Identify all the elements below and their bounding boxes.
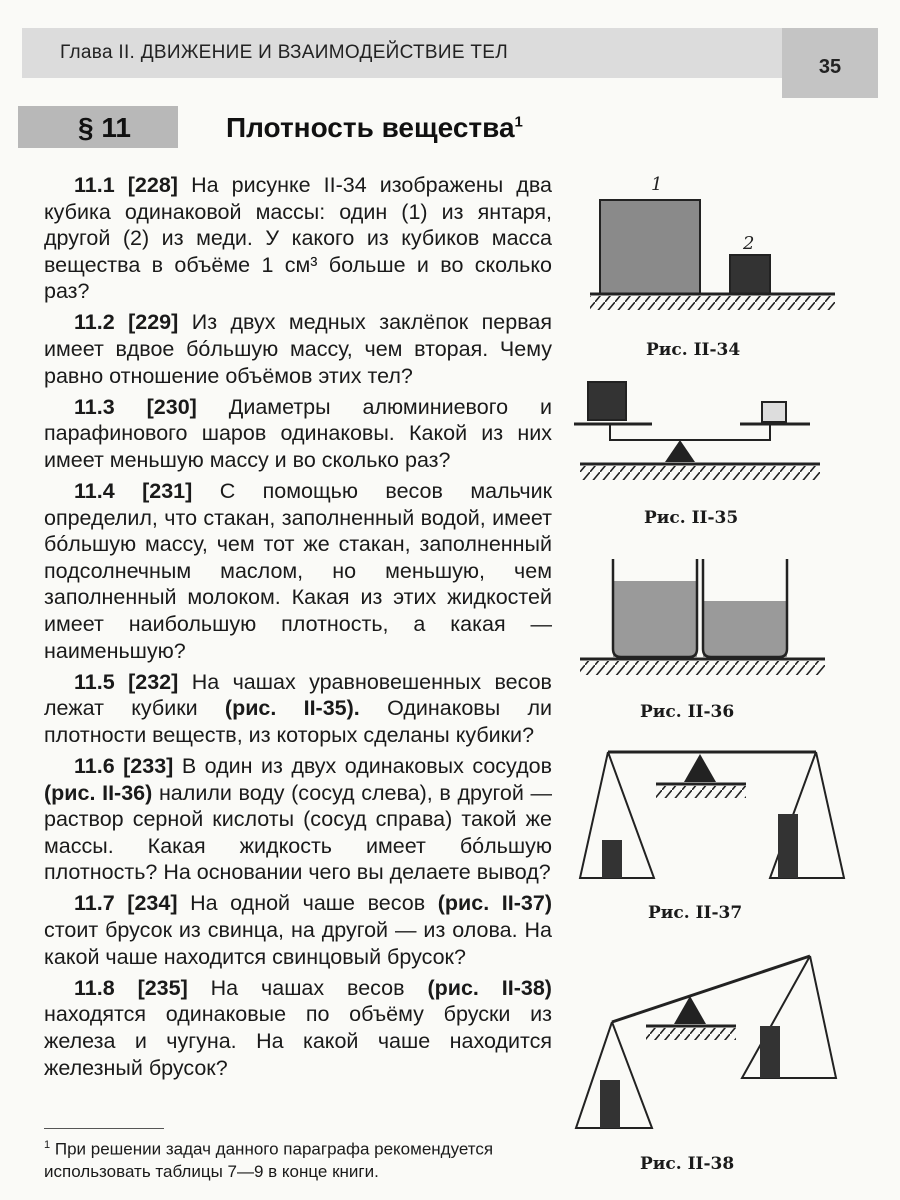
problem-text: На рисунке II-34 изображены два кубика одинаковой массы: один (1) из янтаря, другой (2) из меди. У какого из кубиков масса вещества в объёме 1 см³ больше и во сколько раз? xyxy=(44,173,552,304)
caption-ii-37: Рис. II-37 xyxy=(648,903,743,923)
problem-text: В один из двух одинаковых сосудов xyxy=(181,753,552,778)
right-cube xyxy=(762,402,786,422)
problem-number: 11.1 xyxy=(74,173,115,197)
tin-bar xyxy=(778,814,798,878)
page-number: 35 xyxy=(818,56,842,78)
figure-ii-35 xyxy=(570,376,850,496)
problem-11-6 xyxy=(44,753,552,886)
figure-reference: (рис. II-38) xyxy=(427,975,552,1000)
figure-ii-36 xyxy=(575,545,845,685)
footnote xyxy=(44,1134,544,1183)
section-title-text: Плотность вещества xyxy=(226,112,515,143)
problem-text: На чашах весов xyxy=(210,975,405,1000)
problem-list xyxy=(44,172,552,1086)
problem-11-4 xyxy=(44,478,552,664)
amber-cube xyxy=(600,200,700,294)
ground-hatch xyxy=(580,661,825,675)
figure-reference: (рис. II-35). xyxy=(224,696,360,721)
ground-hatch xyxy=(590,296,835,310)
problem-number: 11.8 xyxy=(74,975,115,1000)
footnote-divider xyxy=(44,1128,164,1129)
figure-reference: (рис. II-37) xyxy=(437,891,552,916)
problem-text: Диаметры алюминиевого и парафинового шаров одинаковы. Какой из них имеет меньшую массу и во сколько раз? xyxy=(44,394,552,472)
water-fill xyxy=(613,581,697,657)
tilted-beam xyxy=(612,956,810,1022)
balance-beam xyxy=(610,424,770,440)
problem-text: Одинаковы ли плотности веществ, из которых сделаны кубики? xyxy=(44,696,553,747)
problem-alt-number: [232] xyxy=(128,669,179,694)
figure-ii-38 xyxy=(570,950,860,1140)
figure-ii-34 xyxy=(585,170,845,320)
figure-ii-37 xyxy=(572,742,862,892)
fulcrum xyxy=(665,440,695,462)
problem-alt-number: [233] xyxy=(123,753,174,778)
problem-11-8 xyxy=(44,975,552,1081)
problem-number: 11.7 xyxy=(74,891,115,916)
problem-text: На чашах уравновешенных весов лежат кубики xyxy=(44,669,552,721)
problem-number: 11.5 xyxy=(74,669,115,694)
problem-number: 11.4 xyxy=(74,479,115,504)
problem-text: Из двух медных заклёпок первая имеет вдвое бóльшую массу, чем вторая. Чему равно отношение объёмов этих тел? xyxy=(44,310,552,388)
problem-number: 11.3 xyxy=(74,394,115,419)
problem-text: На одной чаше весов xyxy=(190,891,426,916)
left-cube xyxy=(588,382,626,420)
problem-text: С помощью весов мальчик определил, что стакан, заполненный водой, имеет бóльшую массу, чем тот же стакан, заполненный подсолнечным маслом, но меньшую, чем заполненный молоком. Какая из этих жидкостей имеет наибольшую плотность, а какая — наименьшую? xyxy=(44,479,552,663)
footnote-mark: 1 xyxy=(514,113,523,131)
copper-cube xyxy=(730,255,770,294)
problem-alt-number: [228] xyxy=(127,173,178,197)
caption-ii-34: Рис. II-34 xyxy=(646,340,741,360)
cube-1-label: 1 xyxy=(651,174,663,195)
left-bar xyxy=(600,1080,620,1128)
figure-reference: (рис. II-36) xyxy=(44,780,153,805)
problem-11-3 xyxy=(44,394,552,474)
fulcrum xyxy=(684,754,716,782)
problem-text: налили воду (сосуд слева), в другой — раствор серной кислоты (сосуд справа) такой же массы. Какая жидкость имеет бóльшую плотность? На основании чего вы делаете вывод? xyxy=(44,780,552,885)
cube-2-label: 2 xyxy=(743,233,755,254)
problem-alt-number: [229] xyxy=(128,310,179,335)
right-bar xyxy=(760,1026,780,1078)
problem-alt-number: [231] xyxy=(142,479,193,504)
lead-bar xyxy=(602,840,622,878)
problem-11-1 xyxy=(44,172,552,305)
problem-alt-number: [234] xyxy=(127,891,178,916)
caption-ii-36: Рис. II-36 xyxy=(640,702,735,722)
section-title xyxy=(226,112,523,144)
stand-hatch xyxy=(656,786,746,798)
acid-fill xyxy=(703,601,787,657)
problem-11-2 xyxy=(44,309,552,389)
problem-alt-number: [235] xyxy=(137,975,188,1000)
stand-hatch xyxy=(646,1028,736,1040)
chapter-title: Глава II. ДВИЖЕНИЕ И ВЗАИМОДЕЙСТВИЕ ТЕЛ xyxy=(60,42,509,63)
caption-ii-38: Рис. II-38 xyxy=(640,1154,735,1174)
problem-text: находятся одинаковые по объёму бруски из железа и чугуна. На какой чаше находится железный брусок? xyxy=(44,1002,552,1080)
problem-number: 11.2 xyxy=(74,310,115,335)
problem-number: 11.6 xyxy=(74,753,115,778)
ground-hatch xyxy=(580,466,820,480)
problem-text: стоит брусок из свинца, на другой — из олова. На какой чаше находится свинцовый брусок? xyxy=(44,918,552,969)
footnote-mark: 1 xyxy=(44,1139,51,1151)
section-number: § 11 xyxy=(78,112,131,143)
footnote-text: При решении задач данного параграфа рекомендуется использовать таблицы 7—9 в конце книги. xyxy=(44,1139,494,1181)
problem-11-5 xyxy=(44,669,552,749)
problem-alt-number: [230] xyxy=(146,394,197,419)
caption-ii-35: Рис. II-35 xyxy=(644,508,739,528)
problem-11-7 xyxy=(44,890,552,970)
